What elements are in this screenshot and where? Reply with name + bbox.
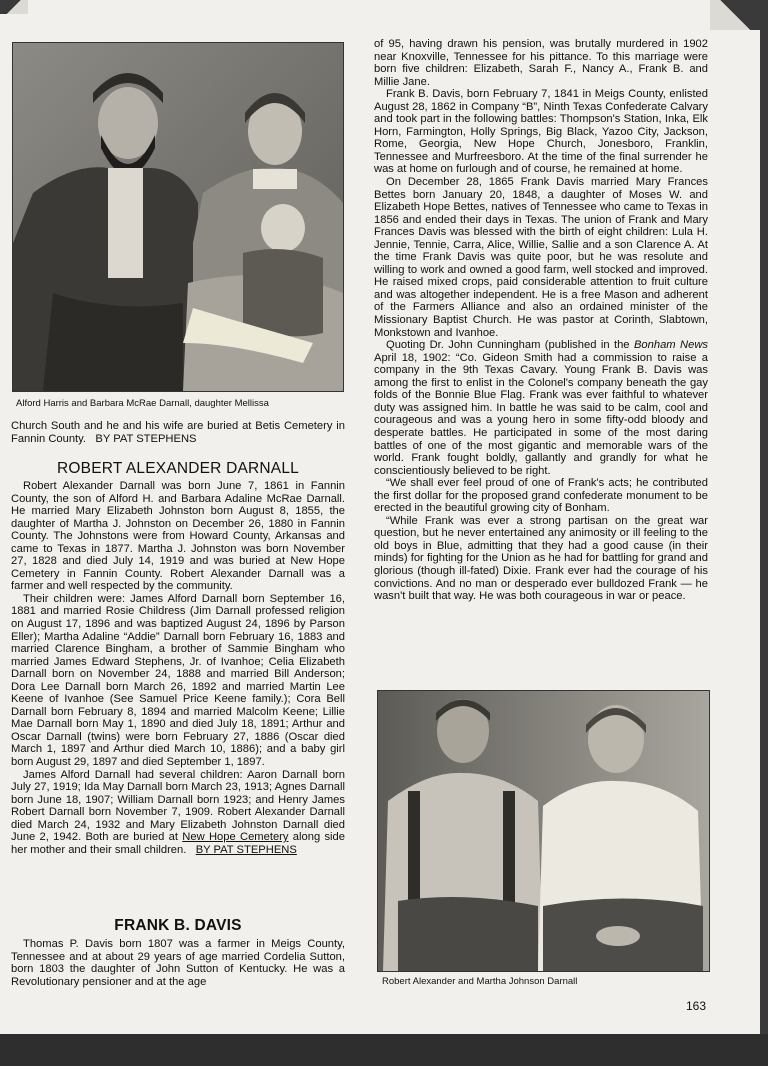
s1-paragraph-3: James Alford Darnall had several children: Aaron Darnall born July 27, 1919; Ida May Darnall born March 23, 1913; Agnes Darnall born June 18, 1907; William Darnall born 1923; and Henry James Robert Darnall born November 7, 1909. Robert Alexander Darnall died March 24, 1932 and Mary Elizabeth Johnston Darnall died June 2, 1942. Both are buried at New Hope Cemetery along side her mother and their small children. BY PAT STEPHENS (11, 768, 345, 856)
s1-paragraph-1: Robert Alexander Darnall was born June 7, 1861 in Fannin County, the son of Alford H. and Barbara Adaline McRae Darnall. He married Mary Elizabeth Johnston born August 8, 1855, the daughter of Martha J. Johnston on December 26, 1880 in Fannin County. The Johnstons were from Howard County, Arkansas and came to Texas in 1877. Martha J. Johnston was born November 27, 1828 and died July 14, 1919 and was buried at New Hope Cemetery in Fannin County. Robert Alexander Darnall was a farmer and well respected by the community. (11, 480, 345, 593)
r-paragraph-5: “We shall ever feel proud of one of Frank's acts; he contributed the first dollar for the proposed grand confederate monument to be erected in the beautiful growing city of Bonham. (374, 477, 708, 515)
page-number: 163 (686, 999, 707, 1013)
r-paragraph-3: On December 28, 1865 Frank Davis married Mary Frances Bettes born January 20, 1848, a daughter of Moses W. and Elizabeth Hope Bettes, natives of Tennessee who came to Texas in 1856 and ended their days in Texas. The union of Frank and Mary Frances Davis was blessed with the birth of eight children: Lula H. Jennie, Tennie, Carra, Alice, Willie, Sallie and a son Clarence A. At the time Frank Davis was quite poor, but he was resolute and willing to work and owned a good farm, well stocked and improved. He raised mixed crops, paid considerable attention to fruit culture and was altogether independent. He is a free Mason and adherent of the Farmers Alliance and also an ordained minister of the Missionary Baptist Church. He was pastor at Corinth, Slabtown, Monkstown and Ivanhoe. (374, 176, 708, 339)
page-curl-top-right (710, 0, 760, 30)
family-photo-illustration (13, 43, 343, 391)
r-paragraph-4: Quoting Dr. John Cunningham (published in the Bonham News April 18, 1902: “Co. Gideon Smith had a commission to raise a company in the 9th Texas Cavary. Young Frank B. Davis was among the first to enlist in the Colonel's company beneath the gay folds of the Bonnie Blue Flag. Frank was ever faithful to whatever duty was assigned him. In battle he was said to be calm, cool and courageous and was a young hero in some fifty-odd bloody and desperate battles. He participated in some of the most daring battles of one of the most gigantic and memorable wars of the world. Frank fought boldly, gallantly and grandly for what he conscientiously believed to be right. (374, 339, 708, 477)
right-column (374, 38, 708, 603)
left-column-section2 (11, 938, 345, 988)
r-paragraph-2: Frank B. Davis, born February 7, 1841 in Meigs County, enlisted August 28, 1862 in Company “B”, Ninth Texas Confederate Calvary and took part in the following battles: Thompson's Station, Inka, Elk Horn, Farmington, Holly Springs, Big Black, Yazoo City, Jackson, Rome, Georgia, New Hope Church, Jonesboro, Franklin, Tennessee and Murfreesboro. At the time of the final surrender he was at home on furlough and of course, he remained at home. (374, 88, 708, 176)
intro-paragraph: Church South and he and his wife are buried at Betis Cemetery in Fannin County. BY PAT STEPHENS (11, 420, 345, 445)
family-photo-alford-barbara (12, 42, 344, 392)
photo-caption-top: Alford Harris and Barbara McRae Darnall, daughter Mellissa (16, 398, 269, 409)
section-title-robert-darnall: ROBERT ALEXANDER DARNALL (57, 460, 299, 477)
couple-photo-illustration (378, 691, 709, 971)
r-paragraph-1: of 95, having drawn his pension, was brutally murdered in 1902 near Knoxville, Tennessee for his pittance. To this marriage were born five children: Elizabeth, Sarah F., Nancy A., Frank B. and Millie Jane. (374, 38, 708, 88)
s1-paragraph-2: Their children were: James Alford Darnall born September 16, 1881 and married Rosie Childress (Jim Darnall professed religion on August 17, 1896 and was baptized August 24, 1896 by Parson Eller); Martha Adaline “Addie” Darnall born February 16, 1883 and married Clarence Bingham, a brother of Sammie Bingham who married James Edward Stephens, Jr. of Ivanhoe; Celia Elizabeth Darnall born on November 24, 1888 and married Bill Anderson; Dora Lee Darnall born March 26, 1892 and married Martin Lee Keene of Ivanhoe (See Samuel Price Keene family.); Cora Bell Darnall born February 8, 1894 and married Malcolm Keene; Lillie Mae Darnall born May 1, 1890 and died July 18, 1891; Arthur and Oscar Darnall (twins) were born February 27, 1886 (Oscar died March 1, 1897 and Arthur died March 10, 1886); and a baby girl born August 29, 1897 and died September 1, 1897. (11, 592, 345, 769)
left-column-section1 (11, 480, 345, 856)
cemetery-underlined: New Hope Cemetery (182, 831, 289, 844)
newspaper-name: Bonham News (633, 339, 708, 352)
s2-paragraph-1: Thomas P. Davis born 1807 was a farmer in Meigs County, Tennessee and at about 29 years of age married Cordelia Sutton, born 1803 the daughter of John Sutton of Kentucky. He was a Revolutionary pensioner and at the age (11, 938, 345, 988)
scan-background-bottom (0, 1034, 768, 1066)
left-column-intro (11, 420, 345, 445)
photo-caption-bottom: Robert Alexander and Martha Johnson Darnall (382, 976, 578, 987)
page-curl-top-left (0, 0, 28, 14)
couple-photo-robert-martha (377, 690, 710, 972)
section-title-frank-davis: FRANK B. DAVIS (114, 917, 242, 934)
r-paragraph-6: “While Frank was ever a strong partisan on the great war question, but he never entertained any animosity or ill feeling to the old boys in Blue, admitting that they had a good cause (in their minds) for fighting for the Union as he had for battling for grand and glorious (though ill-fated) Dixie. Frank ever had the courage of his convictions. And no man or desperado ever bulldozed Frank — he wasn't built that way. He was both courageous in war or peace. (374, 514, 708, 603)
